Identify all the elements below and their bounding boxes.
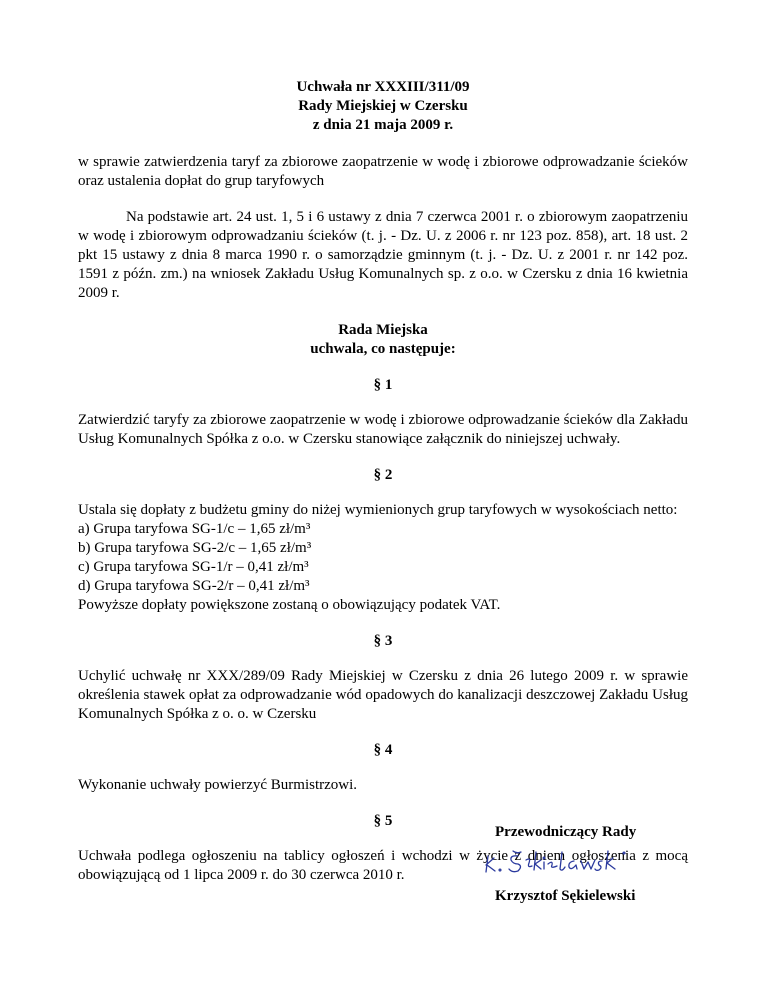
title-line-3: z dnia 21 maja 2009 r. — [312, 117, 454, 133]
section-3-text: Uchylić uchwałę nr XXX/289/09 Rady Miejskiej w Czersku z dnia 26 lutego 2009 r. w sprawie określenia stawek opłat za odprowadzanie wód opadowych do kanalizacji deszczowej Zakładu Usług Komunalnych Spółka z o. o. w Czersku — [78, 668, 688, 722]
tariff-item-b: b) Grupa taryfowa SG-2/c – 1,65 zł/m³ — [78, 540, 312, 556]
tariff-item-c: c) Grupa taryfowa SG-1/r – 0,41 zł/m³ — [78, 559, 309, 575]
signature-title: Przewodniczący Rady — [495, 824, 637, 840]
section-2-body — [78, 501, 688, 615]
handwritten-signature — [480, 846, 660, 878]
section-4-heading: § 4 — [373, 742, 393, 758]
section-2-intro: Ustala się dopłaty z budżetu gminy do niżej wymienionych grup taryfowych w wysokościach netto: — [78, 502, 678, 518]
title-line-1: Uchwała nr XXXIII/311/09 — [296, 79, 470, 95]
section-5-text: Uchwała podlega ogłoszeniu na tablicy ogłoszeń i wchodzi w życie z dniem ogłoszenia z mocą obowiązującą od 1 lipca 2009 r. do 30 czerwca 2010 r. — [78, 848, 688, 883]
document-title — [78, 78, 688, 135]
council-line-2: uchwala, co następuje: — [310, 341, 456, 357]
section-2-heading: § 2 — [373, 467, 393, 483]
document-page — [78, 78, 688, 885]
section-2-outro: Powyższe dopłaty powiększone zostaną o obowiązujący podatek VAT. — [78, 597, 501, 613]
council-heading — [78, 321, 688, 359]
section-4-text: Wykonanie uchwały powierzyć Burmistrzowi. — [78, 777, 358, 793]
council-line-1: Rada Miejska — [338, 322, 428, 338]
section-5-heading: § 5 — [373, 813, 393, 829]
tariff-item-d: d) Grupa taryfowa SG-2/r – 0,41 zł/m³ — [78, 578, 310, 594]
section-1-text: Zatwierdzić taryfy za zbiorowe zaopatrzenie w wodę i zbiorowe odprowadzanie ścieków dla Zakładu Usług Komunalnych Spółka z o.o. w Czersku stanowiące załącznik do niniejszej uchwały. — [78, 412, 688, 447]
signatory-name: Krzysztof Sękielewski — [495, 888, 636, 904]
tariff-item-a: a) Grupa taryfowa SG-1/c – 1,65 zł/m³ — [78, 521, 311, 537]
legal-basis-paragraph: Na podstawie art. 24 ust. 1, 5 i 6 ustawy z dnia 7 czerwca 2001 r. o zbiorowym zaopatrzeniu w wodę i zbiorowym odprowadzaniu ścieków (t. j. - Dz. U. z 2006 r. nr 123 poz. 858), art. 18 ust. 2 pkt 15 ustawy z dnia 8 marca 1990 r. o samorządzie gminnym (t. j. - Dz. U. z 2001 r. nr 142 poz. 1591 z późn. zm.) na wniosek Zakładu Usług Komunalnych sp. z o.o. w Czersku z dnia 16 kwietnia 2009 r. — [78, 209, 688, 301]
subject-paragraph: w sprawie zatwierdzenia taryf za zbiorowe zaopatrzenie w wodę i zbiorowe odprowadzanie ścieków oraz ustalenia dopłat do grup taryfowych — [78, 154, 688, 189]
title-line-2: Rady Miejskiej w Czersku — [298, 98, 468, 114]
signature-block — [495, 823, 695, 906]
section-1-heading: § 1 — [373, 377, 393, 393]
section-3-heading: § 3 — [373, 633, 393, 649]
